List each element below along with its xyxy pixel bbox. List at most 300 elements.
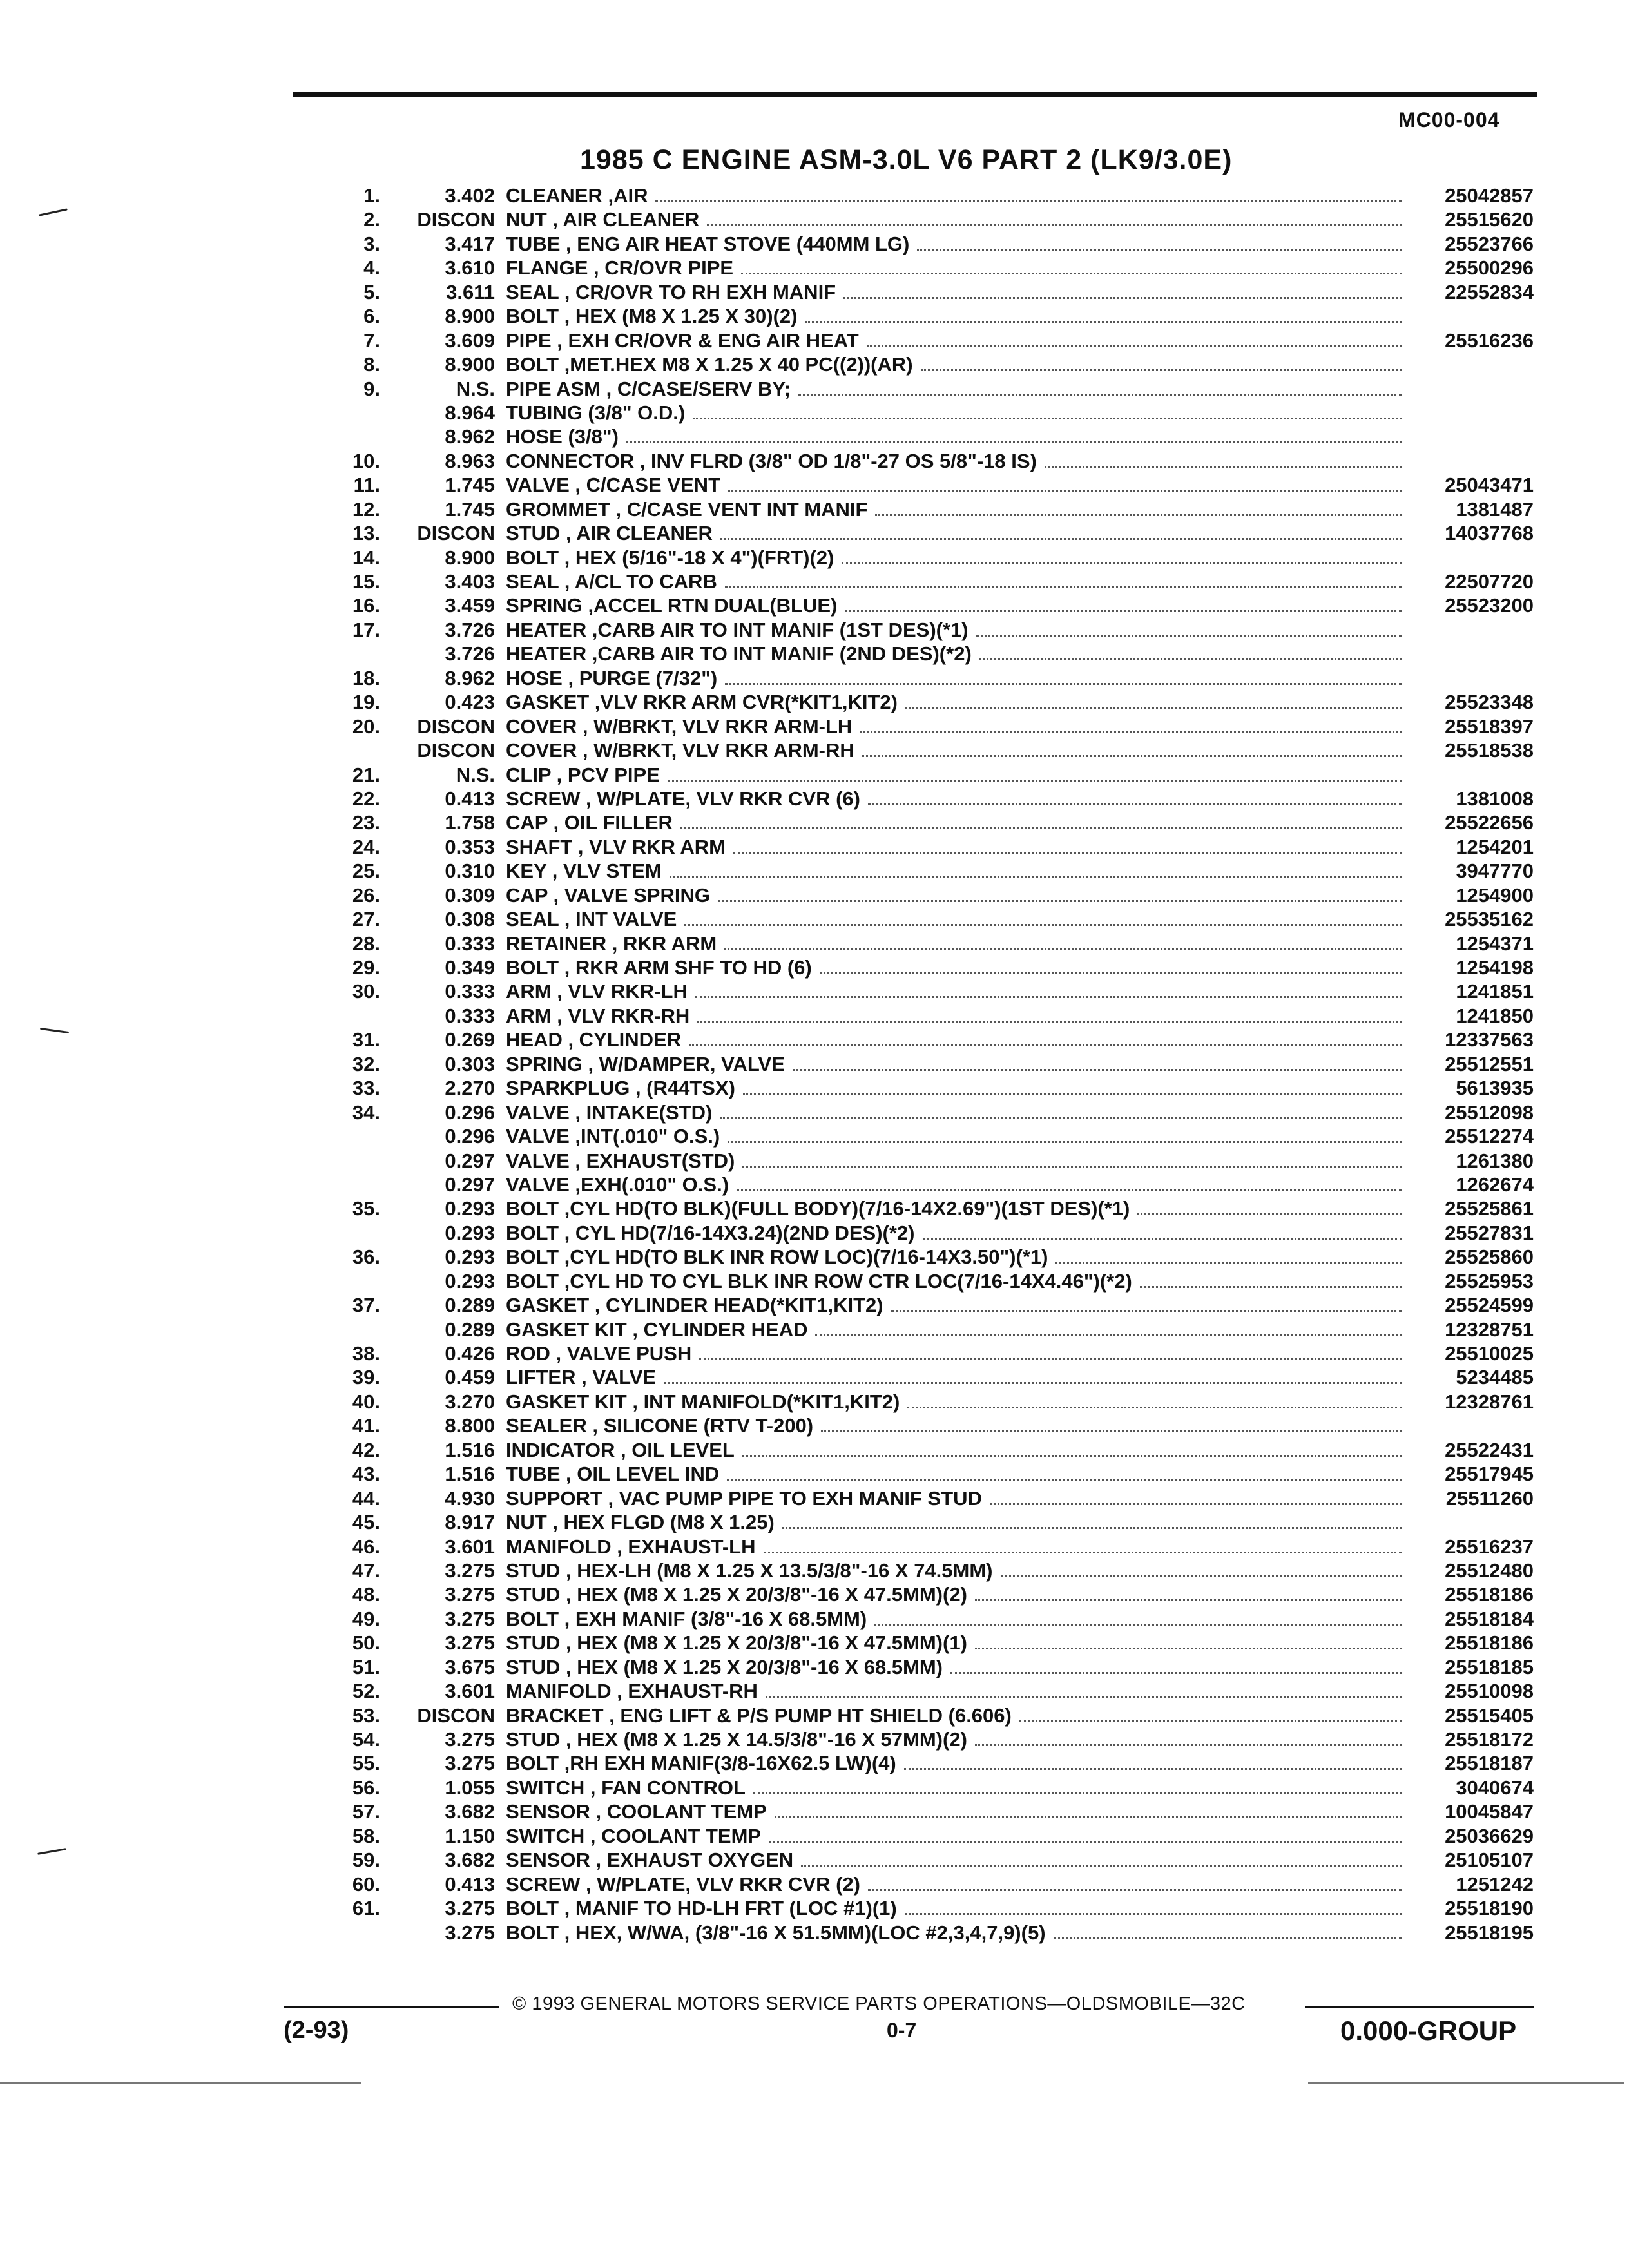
part-number: 1241851 xyxy=(1456,980,1534,1003)
part-description: SCREW , W/PLATE, VLV RKR CVR (2) xyxy=(506,1872,860,1896)
part-row xyxy=(0,1341,1629,1365)
item-number: 52. xyxy=(352,1680,380,1703)
part-description-cell xyxy=(506,1076,1402,1100)
item-number: 4. xyxy=(363,256,380,280)
part-description-cell xyxy=(506,1486,1402,1510)
part-number: 25516237 xyxy=(1445,1535,1534,1558)
part-description-cell xyxy=(506,1390,1402,1414)
item-number: 17. xyxy=(352,618,380,641)
group-number: 3.682 xyxy=(445,1800,495,1823)
group-number: DISCON xyxy=(417,739,495,762)
group-number: 8.962 xyxy=(445,666,495,689)
part-row xyxy=(0,304,1629,328)
part-description: VALVE , INTAKE(STD) xyxy=(506,1100,713,1124)
part-row xyxy=(0,1293,1629,1317)
part-number: 25518195 xyxy=(1445,1921,1534,1944)
part-number: 25518184 xyxy=(1445,1607,1534,1630)
group-number: 1.758 xyxy=(445,811,495,834)
dot-leader xyxy=(764,1535,1402,1553)
item-number: 59. xyxy=(352,1849,380,1872)
part-description-cell xyxy=(506,1535,1402,1559)
dot-leader xyxy=(718,883,1402,902)
part-number: 25518190 xyxy=(1445,1897,1534,1920)
part-row xyxy=(0,1124,1629,1148)
part-number: 25518187 xyxy=(1445,1752,1534,1775)
group-number: 0.309 xyxy=(445,883,495,907)
part-row xyxy=(0,184,1629,207)
part-row xyxy=(0,1776,1629,1800)
dot-leader xyxy=(917,232,1402,251)
group-code: 0.000-GROUP xyxy=(1340,2015,1517,2046)
part-description: SEAL , A/CL TO CARB xyxy=(506,570,717,593)
dot-leader xyxy=(720,1100,1402,1119)
dot-leader xyxy=(950,1655,1402,1674)
part-row xyxy=(0,690,1629,714)
dot-leader xyxy=(728,1124,1402,1143)
part-row xyxy=(0,1607,1629,1631)
part-row xyxy=(0,352,1629,376)
item-number: 46. xyxy=(352,1535,380,1558)
group-number: 3.601 xyxy=(445,1680,495,1703)
part-row xyxy=(0,232,1629,256)
group-number: 0.297 xyxy=(445,1173,495,1196)
dot-leader xyxy=(921,352,1402,371)
item-number: 53. xyxy=(352,1704,380,1727)
part-description-cell xyxy=(506,329,1402,352)
part-number: 25515620 xyxy=(1445,208,1534,231)
dot-leader xyxy=(904,1751,1402,1770)
part-number: 12328751 xyxy=(1445,1318,1534,1341)
part-row xyxy=(0,1655,1629,1679)
part-description: VALVE , C/CASE VENT xyxy=(506,474,721,497)
dot-leader xyxy=(868,787,1402,805)
document-code: MC00-004 xyxy=(1398,108,1500,131)
part-description-cell xyxy=(506,1149,1402,1173)
group-number: 0.293 xyxy=(445,1197,495,1220)
part-description: HEATER ,CARB AIR TO INT MANIF (2ND DES)(*2) xyxy=(506,642,972,666)
item-number: 56. xyxy=(352,1776,380,1799)
part-description: ROD , VALVE PUSH xyxy=(506,1342,692,1365)
dot-leader xyxy=(699,1341,1402,1360)
part-description-cell xyxy=(506,352,1402,376)
part-number: 25524599 xyxy=(1445,1294,1534,1317)
dot-leader xyxy=(664,1365,1402,1384)
item-number: 7. xyxy=(363,329,380,352)
part-row xyxy=(0,425,1629,448)
part-description: RETAINER , RKR ARM xyxy=(506,932,717,955)
group-number: 3.275 xyxy=(445,1921,495,1944)
part-description: BOLT ,CYL HD TO CYL BLK INR ROW CTR LOC(7/16-14X4.46")(*2) xyxy=(506,1269,1132,1293)
group-number: 0.459 xyxy=(445,1366,495,1389)
dot-leader xyxy=(743,1076,1402,1095)
dot-leader xyxy=(1001,1559,1402,1577)
dot-leader xyxy=(695,979,1402,998)
part-row xyxy=(0,1414,1629,1437)
part-description-cell xyxy=(506,715,1402,738)
part-description: COVER , W/BRKT, VLV RKR ARM-RH xyxy=(506,739,854,762)
part-description-cell xyxy=(506,1196,1402,1220)
part-description-cell xyxy=(506,1124,1402,1148)
part-row xyxy=(0,1390,1629,1414)
part-row xyxy=(0,497,1629,521)
item-number: 30. xyxy=(352,980,380,1003)
dot-leader xyxy=(766,1679,1402,1698)
part-row xyxy=(0,956,1629,979)
part-row xyxy=(0,473,1629,497)
part-row xyxy=(0,1824,1629,1848)
group-number: 0.293 xyxy=(445,1221,495,1244)
part-description-cell xyxy=(506,1100,1402,1124)
part-description-cell xyxy=(506,232,1402,256)
page-title: 1985 C ENGINE ASM-3.0L V6 PART 2 (LK9/3.0E) xyxy=(580,144,1233,175)
group-number: DISCON xyxy=(417,522,495,545)
group-number: 0.333 xyxy=(445,1004,495,1027)
item-number: 54. xyxy=(352,1728,380,1751)
part-row xyxy=(0,666,1629,690)
item-number: 50. xyxy=(352,1631,380,1655)
group-number: 0.333 xyxy=(445,932,495,955)
item-number: 44. xyxy=(352,1486,380,1510)
dot-leader xyxy=(862,738,1402,757)
dot-leader xyxy=(821,1414,1402,1432)
dot-leader xyxy=(769,1824,1402,1843)
item-number: 43. xyxy=(352,1463,380,1486)
part-row xyxy=(0,377,1629,401)
group-number: 8.964 xyxy=(445,401,495,424)
part-row xyxy=(0,1269,1629,1293)
part-description: VALVE ,INT(.010" O.S.) xyxy=(506,1125,720,1148)
part-row xyxy=(0,1872,1629,1896)
part-number: 25518185 xyxy=(1445,1655,1534,1678)
footer-rule-left xyxy=(284,2006,499,2008)
part-description: PIPE , EXH CR/OVR & ENG AIR HEAT xyxy=(506,329,859,352)
item-number: 20. xyxy=(352,715,380,738)
item-number: 61. xyxy=(352,1897,380,1920)
part-number: 25523348 xyxy=(1445,691,1534,714)
group-number: 0.353 xyxy=(445,835,495,858)
part-description-cell xyxy=(506,1438,1402,1462)
item-number: 41. xyxy=(352,1414,380,1437)
group-number: 3.275 xyxy=(445,1583,495,1606)
part-number: 25535162 xyxy=(1445,908,1534,931)
part-description-cell xyxy=(506,1245,1402,1269)
part-description-cell xyxy=(506,304,1402,328)
part-number: 25527831 xyxy=(1445,1221,1534,1244)
part-description: MANIFOLD , EXHAUST-LH xyxy=(506,1535,756,1558)
dot-leader xyxy=(907,1390,1402,1408)
dot-leader xyxy=(976,618,1402,637)
part-row xyxy=(0,1318,1629,1341)
part-description: BOLT ,MET.HEX M8 X 1.25 X 40 PC((2))(AR) xyxy=(506,353,913,376)
dot-leader xyxy=(975,1727,1402,1746)
part-description-cell xyxy=(506,642,1402,666)
part-number: 1241850 xyxy=(1456,1004,1534,1027)
part-description: NUT , AIR CLEANER xyxy=(506,208,700,231)
part-description: CAP , OIL FILLER xyxy=(506,811,673,834)
bottom-rule-left xyxy=(0,2082,361,2084)
part-number: 25522656 xyxy=(1445,811,1534,834)
part-description-cell xyxy=(506,907,1402,931)
group-number: 0.296 xyxy=(445,1125,495,1148)
part-row xyxy=(0,1510,1629,1534)
part-description-cell xyxy=(506,1510,1402,1534)
item-number: 5. xyxy=(363,280,380,303)
part-number: 3947770 xyxy=(1456,860,1534,883)
part-description-cell xyxy=(506,1414,1402,1437)
group-number: 1.150 xyxy=(445,1824,495,1847)
part-number: 1381487 xyxy=(1456,497,1534,521)
footer-rule-right xyxy=(1305,2006,1534,2008)
dot-leader xyxy=(923,1221,1402,1240)
group-number: DISCON xyxy=(417,1704,495,1727)
part-row xyxy=(0,1535,1629,1559)
part-description: STUD , HEX (M8 X 1.25 X 20/3/8"-16 X 47.5MM)(1) xyxy=(506,1631,967,1655)
item-number: 6. xyxy=(363,305,380,328)
part-description-cell xyxy=(506,401,1402,425)
part-number: 25523200 xyxy=(1445,594,1534,617)
part-number: 12328761 xyxy=(1445,1390,1534,1413)
item-number: 11. xyxy=(353,474,380,497)
dot-leader xyxy=(820,956,1402,974)
part-row xyxy=(0,1848,1629,1872)
page-number: 0-7 xyxy=(887,2019,917,2042)
part-description-cell xyxy=(506,570,1402,593)
part-description-cell xyxy=(506,449,1402,473)
part-row xyxy=(0,1921,1629,1945)
part-description-cell xyxy=(506,835,1402,859)
part-number: 25511260 xyxy=(1445,1486,1534,1510)
part-description: STUD , AIR CLEANER xyxy=(506,522,713,545)
part-description: HOSE (3/8") xyxy=(506,425,619,448)
group-number: 3.601 xyxy=(445,1535,495,1558)
part-row xyxy=(0,642,1629,666)
group-number: 3.609 xyxy=(445,329,495,352)
part-row xyxy=(0,859,1629,883)
group-number: 1.055 xyxy=(445,1776,495,1799)
part-description: BOLT ,CYL HD(TO BLK INR ROW LOC)(7/16-14X3.50")(*1) xyxy=(506,1245,1048,1269)
part-row xyxy=(0,207,1629,231)
part-number: 5234485 xyxy=(1456,1366,1534,1389)
part-number: 1254371 xyxy=(1456,932,1534,955)
item-number: 14. xyxy=(352,546,380,569)
group-number: 3.402 xyxy=(445,184,495,207)
part-description-cell xyxy=(506,932,1402,956)
item-number: 19. xyxy=(352,691,380,714)
group-number: 0.423 xyxy=(445,691,495,714)
part-description-cell xyxy=(506,787,1402,811)
dot-leader xyxy=(801,1848,1402,1867)
part-row xyxy=(0,1631,1629,1655)
part-row xyxy=(0,883,1629,907)
group-number: N.S. xyxy=(456,763,495,786)
part-description: BOLT , EXH MANIF (3/8"-16 X 68.5MM) xyxy=(506,1607,867,1630)
group-number: 2.270 xyxy=(445,1077,495,1100)
dot-leader xyxy=(1055,1245,1402,1264)
part-description: SCREW , W/PLATE, VLV RKR CVR (6) xyxy=(506,787,860,810)
part-description: TUBE , OIL LEVEL IND xyxy=(506,1463,720,1486)
dot-leader xyxy=(697,1004,1402,1023)
group-number: 3.726 xyxy=(445,618,495,641)
part-description: STUD , HEX (M8 X 1.25 X 20/3/8"-16 X 68.5MM) xyxy=(506,1655,943,1678)
part-row xyxy=(0,1052,1629,1076)
dot-leader xyxy=(798,377,1402,396)
item-number: 13. xyxy=(352,522,380,545)
part-number: 25525861 xyxy=(1445,1197,1534,1220)
dot-leader xyxy=(1019,1704,1402,1722)
part-number: 1381008 xyxy=(1456,787,1534,810)
group-number: 3.275 xyxy=(445,1897,495,1920)
item-number: 15. xyxy=(352,570,380,593)
group-number: 0.297 xyxy=(445,1149,495,1172)
part-number: 25517945 xyxy=(1445,1463,1534,1486)
part-description-cell xyxy=(506,1872,1402,1896)
group-number: 0.293 xyxy=(445,1245,495,1269)
dot-leader xyxy=(1054,1921,1402,1939)
part-number: 22507720 xyxy=(1445,570,1534,593)
part-description: BOLT ,RH EXH MANIF(3/8-16X62.5 LW)(4) xyxy=(506,1752,896,1775)
item-number: 31. xyxy=(352,1028,380,1052)
dot-leader xyxy=(1140,1269,1402,1288)
part-description-cell xyxy=(506,690,1402,714)
group-number: 0.269 xyxy=(445,1028,495,1052)
group-number: 0.296 xyxy=(445,1100,495,1124)
part-description: SEAL , CR/OVR TO RH EXH MANIF xyxy=(506,280,836,303)
part-description-cell xyxy=(506,1582,1402,1606)
item-number: 37. xyxy=(352,1294,380,1317)
part-description: GASKET , CYLINDER HEAD(*KIT1,KIT2) xyxy=(506,1294,883,1317)
copyright-notice: © 1993 GENERAL MOTORS SERVICE PARTS OPERATIONS—OLDSMOBILE—32C xyxy=(512,1994,1246,2014)
part-number: 25512480 xyxy=(1445,1559,1534,1582)
part-row xyxy=(0,1028,1629,1052)
part-description-cell xyxy=(506,256,1402,280)
item-number: 28. xyxy=(352,932,380,955)
group-number: N.S. xyxy=(456,377,495,400)
part-number: 12337563 xyxy=(1445,1028,1534,1052)
group-number: 3.726 xyxy=(445,642,495,666)
part-number: 25105107 xyxy=(1445,1849,1534,1872)
part-row xyxy=(0,401,1629,425)
part-description: GASKET ,VLV RKR ARM CVR(*KIT1,KIT2) xyxy=(506,691,898,714)
part-number: 1254201 xyxy=(1456,835,1534,858)
part-row xyxy=(0,715,1629,738)
dot-leader xyxy=(684,907,1402,926)
part-description: BOLT , HEX, W/WA, (3/8"-16 X 51.5MM)(LOC #2,3,4,7,9)(5) xyxy=(506,1921,1046,1944)
part-description-cell xyxy=(506,979,1402,1003)
item-number: 32. xyxy=(352,1052,380,1075)
part-description: MANIFOLD , EXHAUST-RH xyxy=(506,1680,758,1703)
dot-leader xyxy=(742,1438,1402,1457)
part-description: SWITCH , FAN CONTROL xyxy=(506,1776,746,1799)
part-number: 10045847 xyxy=(1445,1800,1534,1823)
item-number: 25. xyxy=(352,860,380,883)
part-number: 25036629 xyxy=(1445,1824,1534,1847)
item-number: 3. xyxy=(363,232,380,255)
dot-leader xyxy=(990,1486,1402,1505)
part-number: 1251242 xyxy=(1456,1872,1534,1896)
item-number: 8. xyxy=(363,353,380,376)
bottom-rule-right xyxy=(1308,2082,1624,2084)
dot-leader xyxy=(842,546,1402,564)
group-number: 8.963 xyxy=(445,449,495,472)
dot-leader xyxy=(975,1631,1402,1649)
part-description: GASKET KIT , CYLINDER HEAD xyxy=(506,1318,808,1341)
part-number: 25043471 xyxy=(1445,474,1534,497)
part-row xyxy=(0,329,1629,352)
dot-leader xyxy=(724,932,1402,950)
part-row xyxy=(0,1196,1629,1220)
part-description-cell xyxy=(506,1173,1402,1196)
dot-leader xyxy=(815,1318,1402,1336)
item-number: 29. xyxy=(352,956,380,979)
item-number: 58. xyxy=(352,1824,380,1847)
dot-leader xyxy=(741,256,1402,274)
part-description: STUD , HEX (M8 X 1.25 X 20/3/8"-16 X 47.5MM)(2) xyxy=(506,1583,967,1606)
part-number: 25518172 xyxy=(1445,1728,1534,1751)
part-row xyxy=(0,570,1629,593)
group-number: 8.900 xyxy=(445,353,495,376)
part-description-cell xyxy=(506,1365,1402,1389)
part-number: 25512551 xyxy=(1445,1052,1534,1075)
item-number: 42. xyxy=(352,1438,380,1461)
group-number: 3.275 xyxy=(445,1752,495,1775)
part-description-cell xyxy=(506,207,1402,231)
item-number: 23. xyxy=(352,811,380,834)
group-number: DISCON xyxy=(417,208,495,231)
part-number: 25525953 xyxy=(1445,1269,1534,1293)
group-number: 0.349 xyxy=(445,956,495,979)
part-description-cell xyxy=(506,618,1402,642)
item-number: 51. xyxy=(352,1655,380,1678)
part-description-cell xyxy=(506,763,1402,787)
part-description: STUD , HEX-LH (M8 X 1.25 X 13.5/3/8"-16 X 74.5MM) xyxy=(506,1559,993,1582)
part-description-cell xyxy=(506,666,1402,690)
dot-leader xyxy=(979,642,1402,660)
part-row xyxy=(0,835,1629,859)
part-description-cell xyxy=(506,473,1402,497)
part-number: 25515405 xyxy=(1445,1704,1534,1727)
item-number: 36. xyxy=(352,1245,380,1269)
part-description-cell xyxy=(506,1631,1402,1655)
item-number: 24. xyxy=(352,835,380,858)
part-description-cell xyxy=(506,1727,1402,1751)
group-number: 3.459 xyxy=(445,594,495,617)
dot-leader xyxy=(733,835,1402,854)
part-description: ARM , VLV RKR-RH xyxy=(506,1004,690,1027)
part-description-cell xyxy=(506,883,1402,907)
part-description: STUD , HEX (M8 X 1.25 X 14.5/3/8"-16 X 57MM)(2) xyxy=(506,1728,967,1751)
part-row xyxy=(0,1462,1629,1486)
part-row xyxy=(0,979,1629,1003)
part-number: 25518397 xyxy=(1445,715,1534,738)
part-row xyxy=(0,811,1629,834)
part-description: BOLT , RKR ARM SHF TO HD (6) xyxy=(506,956,812,979)
part-description-cell xyxy=(506,1052,1402,1076)
part-row xyxy=(0,1679,1629,1703)
part-description: INDICATOR , OIL LEVEL xyxy=(506,1438,735,1461)
part-row xyxy=(0,256,1629,280)
part-description: CLEANER ,AIR xyxy=(506,184,648,207)
part-description-cell xyxy=(506,184,1402,207)
part-description: LIFTER , VALVE xyxy=(506,1366,657,1389)
group-number: 8.917 xyxy=(445,1511,495,1534)
part-row xyxy=(0,1486,1629,1510)
part-description: BOLT , MANIF TO HD-LH FRT (LOC #1)(1) xyxy=(506,1897,897,1920)
part-row xyxy=(0,1245,1629,1269)
group-number: 0.333 xyxy=(445,980,495,1003)
group-number: 0.308 xyxy=(445,908,495,931)
part-row xyxy=(0,1559,1629,1582)
part-row xyxy=(0,1100,1629,1124)
